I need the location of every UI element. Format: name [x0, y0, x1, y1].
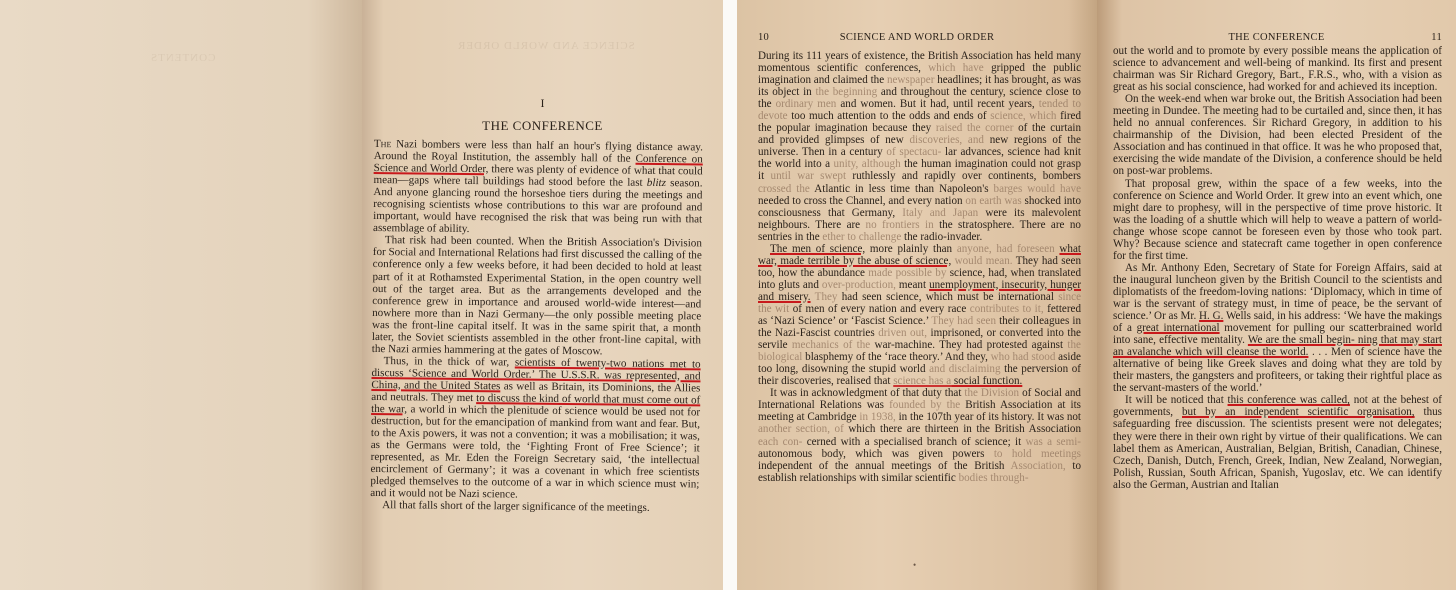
- blank-page: [0, 0, 362, 590]
- page-10-body: [758, 50, 1081, 484]
- page-9: [362, 0, 723, 590]
- paragraph: That risk had been counted. When the British Association's Division for Social and International Relations had first discussed the calling of the conference only a few weeks before, it had been decided to hold at least part of it at Rothamsted Experimental Station, in the open country well out of the target area. But as the arrangements developed and the conference grew in importance and aroused world-wide interest—and nowhere more than in Nazi Germany—the only possible meeting place was the front-line capital itself. It was in the same spirit that, a month later, the Soviet scientists assembled in the other front-line capital, with the Nazi armies hammering at the gates of Moscow.: [371, 234, 702, 358]
- paragraph: During its 111 years of existence, the British Association has held many momentous scientific conferences, which have gripped the public imagination and claimed the newspaper headlines; it has brought, as was its object in the beginning and throughout the century, science close to the ordinary men and women. But it had, until recent years, tended to devote too much attention to the odds and ends of science, which fired the popular imagination because they raised the corner of the curtain and provided glimpses of new discoveries, and new regions of the universe. Then in a century of spectacu- lar advances, science had knit the world into a unity, although the human imagination could not grasp it until war swept ruthlessly and rapidly over continents, bombers crossed the Atlantic in less time than Napoleon's barges would have needed to cross the Channel, and every nation on earth was shocked into consciousness that Germany, Italy and Japan were its malevolent neighbours. There are no frontiers in the stratosphere. There are no sentries in the ether to challenge the radio-invader.: [758, 50, 1082, 243]
- page-10: [737, 0, 1097, 590]
- page-number: 10: [758, 32, 770, 43]
- left-spread: [0, 0, 723, 590]
- chapter-title: THE CONFERENCE: [482, 118, 603, 133]
- paragraph: The Nazi bombers were less than half an hour's flying distance away. Around the Royal Institution, the assembly hall of the Conference on Science and World Order, there was plenty of evidence of what that could mean—gaps where tall buildings had stood before the last blitz season. And anyone glancing round the horseshoe tiers during the meetings and recognising scientists whose contributions to this war are profound and important, would have recognised the risk that was being run with that assemblage of ability.: [372, 138, 703, 236]
- paragraph: As Mr. Anthony Eden, Secretary of State for Foreign Affairs, said at the inaugural luncheon given by the British Council to the scientists and diplomatists of the freedom-loving nations: ‘Diplomacy, which in time of war is the servant of strategy must, in time of peace, be the servant of science.’ Or as Mr. H. G. Wells said, in his address: ‘We have the makings of a great international movement for pulling our scatterbrained world into sane, effective mentality. We are the small begin- ning that may start an avalanche which will cleanse the world. . . . Men of science have the alternative of being like Greek slaves and doing what they are told by their masters, the gangsters and profiteers, or taking their rightful place as the servant-masters of the world.’: [1113, 261, 1442, 395]
- running-head-title: SCIENCE AND WORLD ORDER: [839, 32, 995, 43]
- paragraph: Thus, in the thick of war, scientists of twenty-two nations met to discuss ‘Science and World Order.’ The U.S.S.R. was represented, and China, and the United States as well as Britain, its Dominions, the Allies and neutrals. They met to discuss the kind of world that must come out of the war, a world in which the plenitude of science would be used not for destruction, but for the emancipation of mankind from want and fear. But, to the Axis powers, it was not a convention; it was a mobilisation; it was, as the Germans were told, the ‘Fighting Front of Free Science’; it represented, as Mr. Eden the Foreign Secretary said, ‘the intellectual encirclement of Germany’; it was a covenant in which free scientists pledged themselves to the outcome of a war in which science must win; and it would not be Nazi science.: [370, 354, 701, 501]
- paper-speck: •: [913, 560, 917, 570]
- right-spread: [737, 0, 1456, 590]
- paragraph: out the world and to promote by every possible means the application of science to advancement and well-being of mankind. Its first and present chairman was Sir Richard Gregory, Bart., F.R.S., who, with a vision as great as his social conscience, had worked for and achieved its inception.: [1113, 45, 1442, 94]
- show-through-text: CONTENTS: [150, 52, 216, 64]
- scan-gap: [723, 0, 737, 590]
- page-9-body: [370, 138, 703, 515]
- show-through-running-head: SCIENCE AND WORLD ORDER: [457, 40, 635, 52]
- paragraph: The men of science, more plainly than anyone, had foreseen what war, made terrible by the abuse of science, would mean. They had seen too, how the abundance made possible by science, had, when translated into gluts and over-production, meant unemployment, insecurity, hunger and misery. They had seen science, which must be international since the wit of men of every nation and every race contributes to it, fettered as ‘Nazi Science’ or ‘Fascist Science.’ They had seen their colleagues in the Nazi-Fascist countries driven out, imprisoned, or converted into the servile mechanics of the war-machine. They had protested against the biological blasphemy of the ‘race theory.’ And they, who had stood aside too long, disowning the stupid world and disclaiming the perversion of their discoveries, realised that science has a social function.: [758, 242, 1082, 388]
- chapter-number: I: [540, 96, 545, 110]
- paragraph: It will be noticed that this conference was called, not at the behest of governments, but by an independent scientific organisation, thus safeguarding free discussion. The scientists present were not delegates; they were there in their own right by virtue of their qualifications. We can label them as American, Australian, Belgian, British, Canadian, Chinese, Czech, Danish, Dutch, French, Greek, Indian, New Zealand, Norwegian, Polish, Russian, South African, Spanish, Yugoslav, etc. We can identify also the German, Austrian and Italian: [1113, 394, 1442, 491]
- running-head-title: THE CONFERENCE: [1228, 32, 1325, 43]
- page-11-body: [1113, 45, 1442, 491]
- page-11: [1097, 0, 1456, 590]
- paragraph: All that falls short of the larger significance of the meetings.: [382, 499, 650, 515]
- page-number: 11: [1431, 32, 1442, 43]
- paragraph: It was in acknowledgment of that duty that the Division of Social and International Relations was founded by the British Association at its meeting at Cambridge in 1938, in the 107th year of its history. It was not another section, of which there are thirteen in the British Association each con- cerned with a specialised branch of science; it was a semi- autonomous body, which was given powers to hold meetings independent of the annual meetings of the British Association, to establish relationships with similar scientific bodies through-: [758, 387, 1082, 484]
- paragraph: On the week-end when war broke out, the British Association had been meeting in Dundee. The meeting had to be curtailed and, since then, it has held no annual conferences. Sir Richard Gregory, in addition to his chairmanship of the Division, had been elected President of the Association and has continued in that office. It was he who proposed that, exercising the wide mandate of the Division, a conference should be held on post-war problems.: [1113, 93, 1442, 178]
- paragraph: That proposal grew, within the space of a few weeks, into the conference on Science and World Order. It grew into an event which, one might dare to prophesy, will in the perspective of time prove historic. It was the loading of a shuttle which will help to weave a pattern of world-change whose scope cannot be foreseen even by those who took part. Why? Because science and statecraft came together in open conference for the first time.: [1113, 177, 1442, 262]
